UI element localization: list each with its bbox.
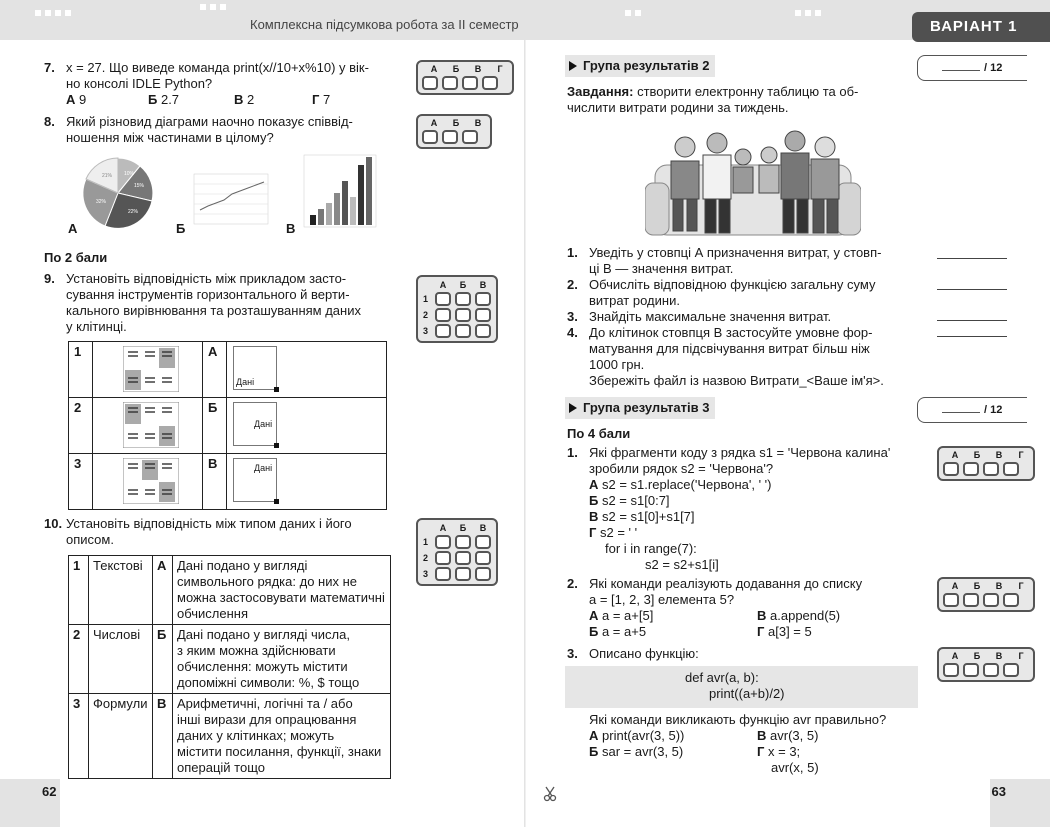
cell-example	[227, 398, 387, 454]
task-description: Завдання: створити електронну таблицю та об- числити витрати родини за тиждень.	[567, 84, 859, 115]
g3-question-2: 2. Які команди реалізують додавання до списку a = [1, 2, 3] елемента 5? А a = a+[5] В a.append(5) Б a = a+5 Г a[3] = 5	[567, 576, 927, 640]
pie-chart-option-a	[78, 155, 156, 231]
option-b: sar = avr(3, 5)	[601, 744, 684, 759]
row-number: 1	[69, 342, 93, 398]
answer-grid-q9[interactable]: А Б В 1 2 3	[416, 275, 498, 343]
option-a: А s2 = s1.replace('Червона', ' ')	[589, 477, 772, 492]
option-b: 2.7	[160, 92, 180, 107]
answer-box-g3-q1[interactable]: А Б В Г	[937, 446, 1035, 481]
alignment-icon	[123, 402, 179, 448]
answer-cell[interactable]	[435, 292, 451, 306]
bar-chart-option-v	[300, 153, 378, 231]
question-text: ношення між частинами в цілому?	[66, 130, 274, 145]
alignment-example	[93, 454, 203, 510]
row-number: 2	[69, 398, 93, 454]
answer-cell[interactable]	[455, 308, 471, 322]
answer-cell[interactable]	[462, 130, 478, 144]
step-2: 2. Обчисліть відповідною функцією загальну суму витрат родини.	[567, 277, 876, 308]
question-text: Які фрагменти коду з рядка s1 = 'Червона калина'	[589, 445, 891, 460]
answer-cell[interactable]	[475, 535, 491, 549]
option-v: В s2 = s1[0]+s1[7]	[589, 509, 695, 524]
q9-table	[68, 341, 387, 510]
question-text: у клітинці.	[66, 319, 127, 334]
option-a: print(avr(3, 5))	[602, 728, 685, 743]
header-title: Комплексна підсумкова робота за ІІ семестр	[250, 17, 519, 32]
option-g: a[3] = 5	[768, 624, 812, 639]
bar	[310, 215, 316, 225]
answer-cell[interactable]	[422, 76, 438, 90]
option-letter: А	[68, 221, 78, 236]
header-dots	[35, 10, 71, 16]
answer-cell[interactable]	[943, 663, 959, 677]
question-text: Які команди викликають функцію avr правильно?	[589, 712, 887, 727]
answer-cell[interactable]	[442, 76, 458, 90]
answer-cell[interactable]	[455, 292, 471, 306]
answer-cell[interactable]	[422, 130, 438, 144]
header-dots	[795, 10, 821, 16]
row-letter: В	[203, 454, 227, 510]
fill-handle-icon	[274, 443, 279, 448]
section-header-group-3: Група результатів 3	[565, 397, 715, 419]
header-dots	[625, 10, 641, 16]
section-header-group-2: Група результатів 2	[565, 55, 715, 77]
code-line: s2 = s2+s1[i]	[645, 557, 719, 572]
cell-preview: Дані	[233, 458, 277, 502]
question-text: но консолі IDLE Python?	[66, 76, 213, 91]
g3-question-1: 1. Які фрагменти коду з рядка s1 = 'Червона калина' зробили рядок s2 = 'Червона'? А s2 = s1.replace('Червона', ' ') Б s2 = s1[0:7] В s2 = s1[0]+s1[7] Г s2 = ' ' for i in range(7): s2 = s2+s1[i]	[567, 445, 927, 573]
answer-blank[interactable]	[937, 289, 1007, 290]
svg-text:15%: 15%	[134, 183, 145, 189]
answer-cell[interactable]	[963, 663, 979, 677]
answer-cell[interactable]	[983, 462, 999, 476]
answer-cell[interactable]	[462, 76, 478, 90]
answer-box-q7[interactable]: А Б В Г	[416, 60, 514, 95]
option-a: 9	[79, 92, 87, 107]
bar	[358, 165, 364, 225]
question-number: 7.	[44, 60, 55, 75]
variant-badge: ВАРІАНТ 1	[912, 12, 1050, 42]
type-description: Арифметичні, логічні та / або інші вирази для опрацювання даних у клітинках; можуть містити посилання, функції, знаки операцій тощо	[173, 694, 391, 779]
save-note: Збережіть файл із назвою Витрати_<Ваше ім'я>.	[589, 373, 884, 388]
right-page	[525, 0, 1050, 827]
cell-example	[227, 342, 387, 398]
points-label: По 4 бали	[567, 426, 631, 441]
option-letter: Б	[176, 221, 186, 236]
answer-cell[interactable]	[435, 308, 451, 322]
bar	[342, 181, 348, 225]
question-9	[44, 271, 394, 335]
answer-cell[interactable]	[455, 567, 471, 581]
answer-cell[interactable]	[1003, 462, 1019, 476]
bar	[334, 193, 340, 225]
answer-cell[interactable]	[1003, 593, 1019, 607]
header-bar	[0, 0, 525, 40]
svg-text:21%: 21%	[102, 173, 113, 179]
question-text: сування інструментів горизонтального й верти-	[66, 287, 350, 302]
answer-blank[interactable]	[937, 320, 1007, 321]
answer-cell[interactable]	[943, 593, 959, 607]
question-number: 8.	[44, 114, 55, 129]
row-letter: Б	[153, 625, 173, 694]
g3-question-3: 3. Описано функцію:	[567, 646, 927, 662]
row-letter: В	[153, 694, 173, 779]
steps-list	[567, 245, 927, 389]
points-label: По 2 бали	[44, 250, 108, 265]
question-text: Які команди реалізують додавання до списку	[589, 576, 863, 591]
question-text: Який різновид діаграми наочно показує співвід-	[66, 114, 353, 129]
score-box-group-3[interactable]: / 12	[917, 397, 1027, 423]
question-7: 7. x = 27. Що виведе команда print(x//10+x%10) у вік- но консолі IDLE Python? А 9 Б 2.7 В 2 Г 7	[44, 60, 394, 108]
answer-cell[interactable]	[475, 292, 491, 306]
step-1: 1. Уведіть у стовпці А призначення витрат, у стовп- ці В — значення витрат.	[567, 245, 882, 276]
page-number: 62	[42, 784, 57, 799]
type-description: Дані подано у вигляді числа, з яким можна здійснювати обчислення: можуть містити допоміжні символи: %, $ тощо	[173, 625, 391, 694]
option-v: a.append(5)	[770, 608, 841, 623]
answer-cell[interactable]	[455, 551, 471, 565]
fill-handle-icon	[274, 499, 279, 504]
alignment-icon	[123, 458, 179, 504]
question-text: зробили рядок s2 = 'Червона'?	[589, 461, 774, 476]
question-number: 10.	[44, 516, 63, 531]
option-g-extra: avr(x, 5)	[771, 760, 819, 775]
line-chart-option-b	[188, 172, 270, 230]
answer-cell[interactable]	[983, 663, 999, 677]
alignment-example	[93, 398, 203, 454]
header-dots	[200, 4, 226, 10]
answer-cell[interactable]	[435, 567, 451, 581]
answer-cell[interactable]	[442, 130, 458, 144]
code-line: print((a+b)/2)	[709, 686, 785, 701]
option-g: x = 3;	[768, 744, 801, 759]
question-text: Установіть відповідність між типом даних і його	[66, 516, 352, 531]
q10-table	[68, 555, 391, 779]
alignment-icon	[123, 346, 179, 392]
answer-cell[interactable]	[475, 551, 491, 565]
answer-cell[interactable]	[963, 593, 979, 607]
option-b: Б s2 = s1[0:7]	[589, 493, 670, 508]
answer-grid-q10[interactable]: А Б В 1 2 3	[416, 518, 498, 586]
svg-text:32%: 32%	[96, 199, 107, 205]
option-g: 7	[323, 92, 331, 107]
row-number: 2	[69, 625, 89, 694]
answer-blank[interactable]	[937, 336, 1007, 337]
bar	[318, 209, 324, 225]
svg-text:22%: 22%	[128, 209, 139, 215]
row-letter: А	[203, 342, 227, 398]
bar	[366, 157, 372, 225]
answer-cell[interactable]	[435, 551, 451, 565]
bar	[326, 203, 332, 225]
row-letter: А	[153, 556, 173, 625]
cell-preview: Дані	[233, 346, 277, 390]
fill-handle-icon	[274, 387, 279, 392]
code-block	[565, 666, 918, 708]
answer-cell[interactable]	[983, 593, 999, 607]
cell-example	[227, 454, 387, 510]
answer-cell[interactable]	[475, 308, 491, 322]
question-8	[44, 114, 394, 146]
cell-preview: Дані	[233, 402, 277, 446]
option-v: avr(3, 5)	[770, 728, 819, 743]
question-text: описом.	[66, 532, 114, 547]
answer-cell[interactable]	[1003, 663, 1019, 677]
answer-cell[interactable]	[482, 76, 498, 90]
question-number: 9.	[44, 271, 55, 286]
question-text: Установіть відповідність між прикладом засто-	[66, 271, 347, 286]
data-type: Числові	[89, 625, 153, 694]
alignment-example	[93, 342, 203, 398]
question-text: x = 27. Що виведе команда print(x//10+x%10) у вік-	[66, 60, 369, 75]
answer-blank[interactable]	[937, 258, 1007, 259]
page-number: 63	[991, 784, 1006, 799]
row-number: 3	[69, 694, 89, 779]
option-b: a = a+5	[601, 624, 647, 639]
question-10	[44, 516, 394, 548]
row-number: 3	[69, 454, 93, 510]
answer-cell[interactable]	[963, 462, 979, 476]
step-3: 3. Знайдіть максимальне значення витрат.	[567, 309, 832, 324]
option-g: Г s2 = ' '	[589, 525, 638, 540]
answer-cell[interactable]	[435, 324, 451, 338]
answer-cell[interactable]	[943, 462, 959, 476]
type-description: Дані подано у вигляді символьного рядка: до них не можна застосовувати математичні обчислення	[173, 556, 391, 625]
answer-cell[interactable]	[435, 535, 451, 549]
answer-box-q8[interactable]: А Б В	[416, 114, 492, 149]
code-line: def avr(a, b):	[685, 670, 759, 685]
score-box-group-2[interactable]: / 12	[917, 55, 1027, 81]
answer-cell[interactable]	[475, 324, 491, 338]
option-letter: В	[286, 221, 296, 236]
answer-box-g3-q3[interactable]: А Б В Г	[937, 647, 1035, 682]
answer-box-g3-q2[interactable]: А Б В Г	[937, 577, 1035, 612]
g3-question-3-options: Які команди викликають функцію avr правильно? А print(avr(3, 5)) В avr(3, 5) Б sar = avr(3, 5) Г x = 3; avr(x, 5)	[589, 712, 929, 776]
answer-cell[interactable]	[475, 567, 491, 581]
code-line: for i in range(7):	[605, 541, 697, 556]
question-text: кального вирівнювання та розташуванням даних	[66, 303, 361, 318]
option-v: 2	[247, 92, 255, 107]
answer-cell[interactable]	[455, 535, 471, 549]
data-type: Формули	[89, 694, 153, 779]
step-4: 4. До клітинок стовпця В застосуйте умовне фор- матування для підсвічування витрат більш ніж 1000 грн. Збережіть файл із назвою Витрати_<Ваше ім'я>.	[567, 325, 927, 389]
data-type: Текстові	[89, 556, 153, 625]
scissors-icon	[543, 786, 557, 802]
row-letter: Б	[203, 398, 227, 454]
row-number: 1	[69, 556, 89, 625]
question-text: Описано функцію:	[589, 646, 699, 661]
family-illustration	[645, 125, 861, 241]
bar	[350, 197, 356, 225]
answer-cell[interactable]	[455, 324, 471, 338]
option-a: a = a+[5]	[602, 608, 654, 623]
svg-text:10%: 10%	[124, 171, 135, 177]
question-text: a = [1, 2, 3] елемента 5?	[589, 592, 735, 607]
